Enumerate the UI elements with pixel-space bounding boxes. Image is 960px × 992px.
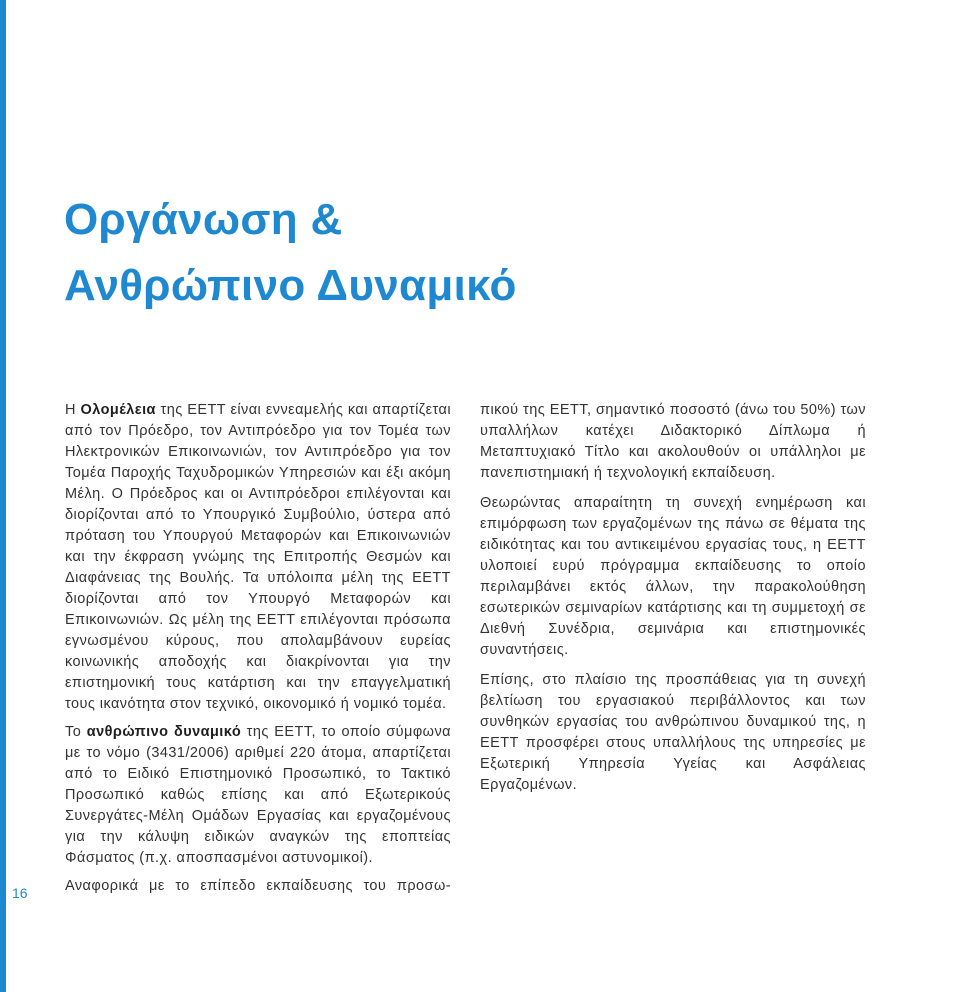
- title-line-2: Ανθρώπινο Δυναμικό: [64, 261, 517, 310]
- paragraph-education-intro: Αναφορικά με το επίπεδο εκπαίδευσης του προσω-: [65, 878, 451, 894]
- page-number: 16: [12, 885, 28, 901]
- paragraph-plenary: [65, 400, 451, 715]
- paragraph-human-resources: [65, 722, 451, 869]
- paragraph-training: Θεωρώντας απαραίτητη τη συνεχή ενημέρωση και επιμόρφωση των εργαζομένων της πάνω σε θέματα της ειδικότητας και του αντικειμένου εργασίας τους, η ΕΕΤΤ υλοποιεί ευρύ πρόγραμμα εκπαίδευσης το οποίο περιλαμβάνει εκτός άλλων, την παρακολούθηση εσωτερικών σεμιναρίων κατάρτισης και τη συμμετοχή σε Διεθνή Συνέδρια, σεμινάρια και επιστημονικές συναντήσεις.: [480, 495, 866, 658]
- paragraph-text: της ΕΕΤΤ, το οποίο σύμφωνα με το νόμο (3431/2006) αριθμεί 220 άτομα, απαρτίζεται από το Ειδικό Επιστημονικό Προσωπικό, το Τακτικό Προσωπικό καθώς επίσης και από Εξωτερικούς Συνεργάτες-Μέλη Ομάδων Εργασίας και εργαζομένους για την κάλυψη ειδικών αναγκών της εποπτείας Φάσματος (π.χ. αποσπασμένοι αστυνομικοί).: [65, 724, 451, 866]
- paragraph-workplace: Επίσης, στο πλαίσιο της προσπάθειας για τη συνεχή βελτίωση του εργασιακού περιβάλλοντος και των συνθηκών εργασίας του ανθρώπινου δυναμικού της, η ΕΕΤΤ προσφέρει στους υπαλλήλους της υπηρεσίες με Εξωτερική Υπηρεσία Υγείας και Ασφάλειας Εργαζομένων.: [480, 672, 866, 793]
- page-title: [64, 187, 517, 319]
- left-column: [65, 400, 451, 904]
- title-line-1: Οργάνωση &: [64, 195, 343, 244]
- bold-term-plenary: Ολομέλεια: [80, 402, 156, 418]
- paragraph-education-level: πικού της ΕΕΤΤ, σημαντικό ποσοστό (άνω του 50%) των υπαλλήλων κατέχει Διδακτορικό Δίπλωμα ή Μεταπτυχιακό Τίτλο και ακολουθούν οι υπάλληλοι με πανεπιστημιακή ή τεχνολογική εκπαίδευση.: [480, 402, 866, 481]
- right-column: [480, 400, 866, 805]
- paragraph-lead-text: Η: [65, 402, 81, 418]
- accent-stripe: [0, 0, 6, 992]
- paragraph-text: της ΕΕΤΤ είναι εννεαμελής και απαρτίζεται από τον Πρόεδρο, τον Αντιπρόεδρο για τον Τομέα των Ηλεκτρονικών Επικοινωνιών, τον Αντιπρόεδρο για τον Τομέα Παροχής Ταχυδρομικών Υπηρεσιών και έξι ακόμη Μέλη. Ο Πρόεδρος και οι Αντιπρόεδροι επιλέγονται και διορίζονται από το Υπουργικό Συμβούλιο, ύστερα από πρόταση του Υπουργού Μεταφορών και Επικοινωνιών και την έκφραση γνώμης της Επιτροπής Θεσμών και Διαφάνειας της Βουλής. Τα υπόλοιπα μέλη της ΕΕΤΤ διορίζονται από τον Υπουργό Μεταφορών και Επικοινωνιών. Ως μέλη της ΕΕΤΤ επιλέγονται πρόσωπα εγνωσμένου κύρους, που απολαμβάνουν ευρείας κοινωνικής αποδοχής και διακρίνονται για την επιστημονική τους κατάρτιση και την επαγγελματική τους ικανότητα στον τεχνικό, οικονομικό ή νομικό τομέα.: [65, 402, 451, 712]
- bold-term-human-resources: ανθρώπινο δυναμικό: [86, 724, 242, 740]
- paragraph-lead-text: Το: [65, 724, 87, 740]
